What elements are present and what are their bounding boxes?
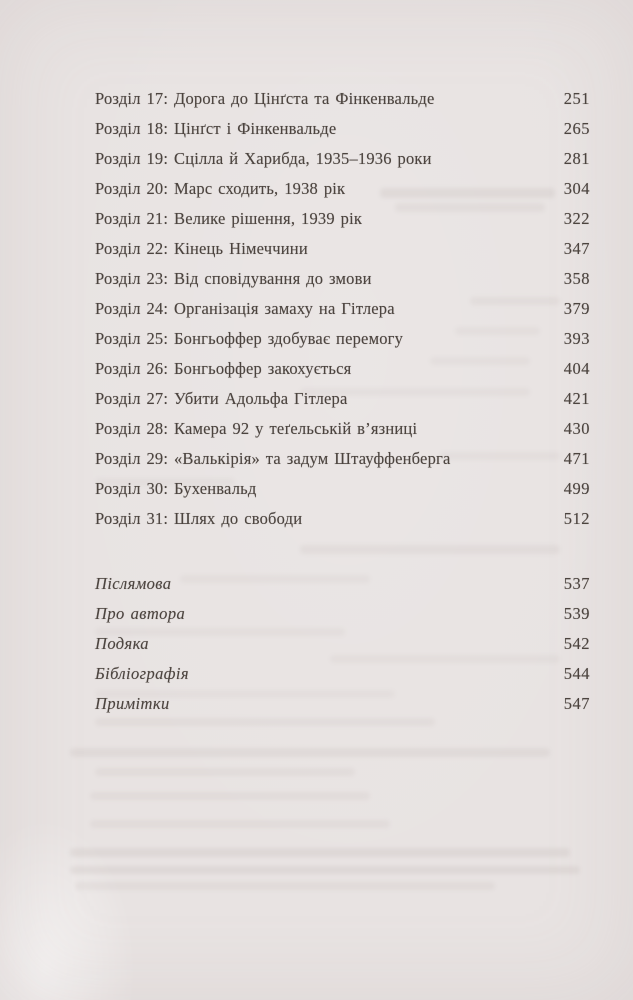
toc-entry-title: Розділ 28: Камера 92 у теґельській в’язниці (95, 419, 418, 438)
toc-entry-page: 421 (563, 389, 590, 408)
toc-entry (95, 689, 590, 719)
toc-entry-title: Післямова (95, 574, 172, 593)
toc-entry-page: 347 (563, 239, 590, 258)
toc-entry-title: Розділ 27: Убити Адольфа Гітлера (95, 389, 348, 408)
toc-entry-page: 512 (563, 509, 590, 528)
toc-entry (95, 599, 590, 629)
toc-entry (95, 234, 590, 264)
toc-entry-title: Розділ 21: Велике рішення, 1939 рік (95, 209, 363, 228)
toc-entry (95, 174, 590, 204)
toc-entry (95, 444, 590, 474)
toc-entry-page: 358 (563, 269, 590, 288)
bleed-through-text (95, 718, 435, 726)
toc-entry-title: Розділ 18: Цінґст і Фінкенвальде (95, 119, 337, 138)
toc-entry-page: 379 (563, 299, 590, 318)
toc-backmatter-list (95, 569, 590, 719)
toc-entry-title: Розділ 22: Кінець Німеччини (95, 239, 308, 258)
toc-entry (95, 569, 590, 599)
bleed-through-text (90, 792, 370, 800)
toc-entry-title: Розділ 23: Від сповідування до змови (95, 269, 372, 288)
toc-entry-page: 430 (563, 419, 590, 438)
toc-entry (95, 474, 590, 504)
bleed-through-text (70, 866, 580, 874)
toc-entry-page: 547 (563, 694, 590, 713)
toc-entry-page: 265 (563, 119, 590, 138)
toc-entry (95, 629, 590, 659)
toc-entry (95, 114, 590, 144)
toc-entry-title: Розділ 17: Дорога до Цінґста та Фінкенвальде (95, 89, 435, 108)
toc-entry (95, 294, 590, 324)
toc-entry-title: Про автора (95, 604, 186, 623)
toc-entry-title: Розділ 31: Шлях до свободи (95, 509, 303, 528)
toc-entry-page: 281 (563, 149, 590, 168)
toc-entry-title: Бібліографія (95, 664, 189, 683)
toc-entry (95, 354, 590, 384)
toc-entry-page: 537 (563, 574, 590, 593)
toc-entry-page: 471 (563, 449, 590, 468)
toc-entry (95, 84, 590, 114)
toc-entry (95, 504, 590, 534)
toc-entry-title: Розділ 19: Сцілла й Харибда, 1935–1936 роки (95, 149, 432, 168)
toc-entry-title: Розділ 25: Бонгьоффер здобуває перемогу (95, 329, 404, 348)
toc-entry (95, 384, 590, 414)
toc-entry-page: 404 (563, 359, 590, 378)
bleed-through-text (95, 768, 355, 776)
toc-entry-page: 393 (563, 329, 590, 348)
toc-entry-title: Розділ 29: «Валькірія» та задум Штауффенберга (95, 449, 451, 468)
toc-entry (95, 324, 590, 354)
toc-entry (95, 204, 590, 234)
toc-entry-page: 499 (563, 479, 590, 498)
bleed-through-text (70, 848, 570, 857)
toc-entry-title: Розділ 20: Марс сходить, 1938 рік (95, 179, 346, 198)
toc-entry-title: Розділ 26: Бонгьоффер закохується (95, 359, 352, 378)
toc-entry (95, 144, 590, 174)
toc-entry-page: 539 (563, 604, 590, 623)
toc-entry (95, 414, 590, 444)
bleed-through-text (300, 545, 560, 554)
bleed-through-text (70, 748, 550, 757)
toc-entry-page: 544 (563, 664, 590, 683)
bleed-through-text (90, 820, 390, 828)
bleed-through-text (75, 882, 495, 890)
toc-entry (95, 264, 590, 294)
toc-entry-page: 322 (563, 209, 590, 228)
toc-chapter-list (95, 84, 590, 534)
toc-entry-title: Примітки (95, 694, 170, 713)
toc-entry-page: 304 (563, 179, 590, 198)
toc-entry-page: 251 (563, 89, 590, 108)
toc-entry-title: Розділ 24: Організація замаху на Гітлера (95, 299, 395, 318)
toc-entry-title: Подяка (95, 634, 149, 653)
toc-entry-page: 542 (563, 634, 590, 653)
toc-entry-title: Розділ 30: Бухенвальд (95, 479, 257, 498)
toc-entry (95, 659, 590, 689)
